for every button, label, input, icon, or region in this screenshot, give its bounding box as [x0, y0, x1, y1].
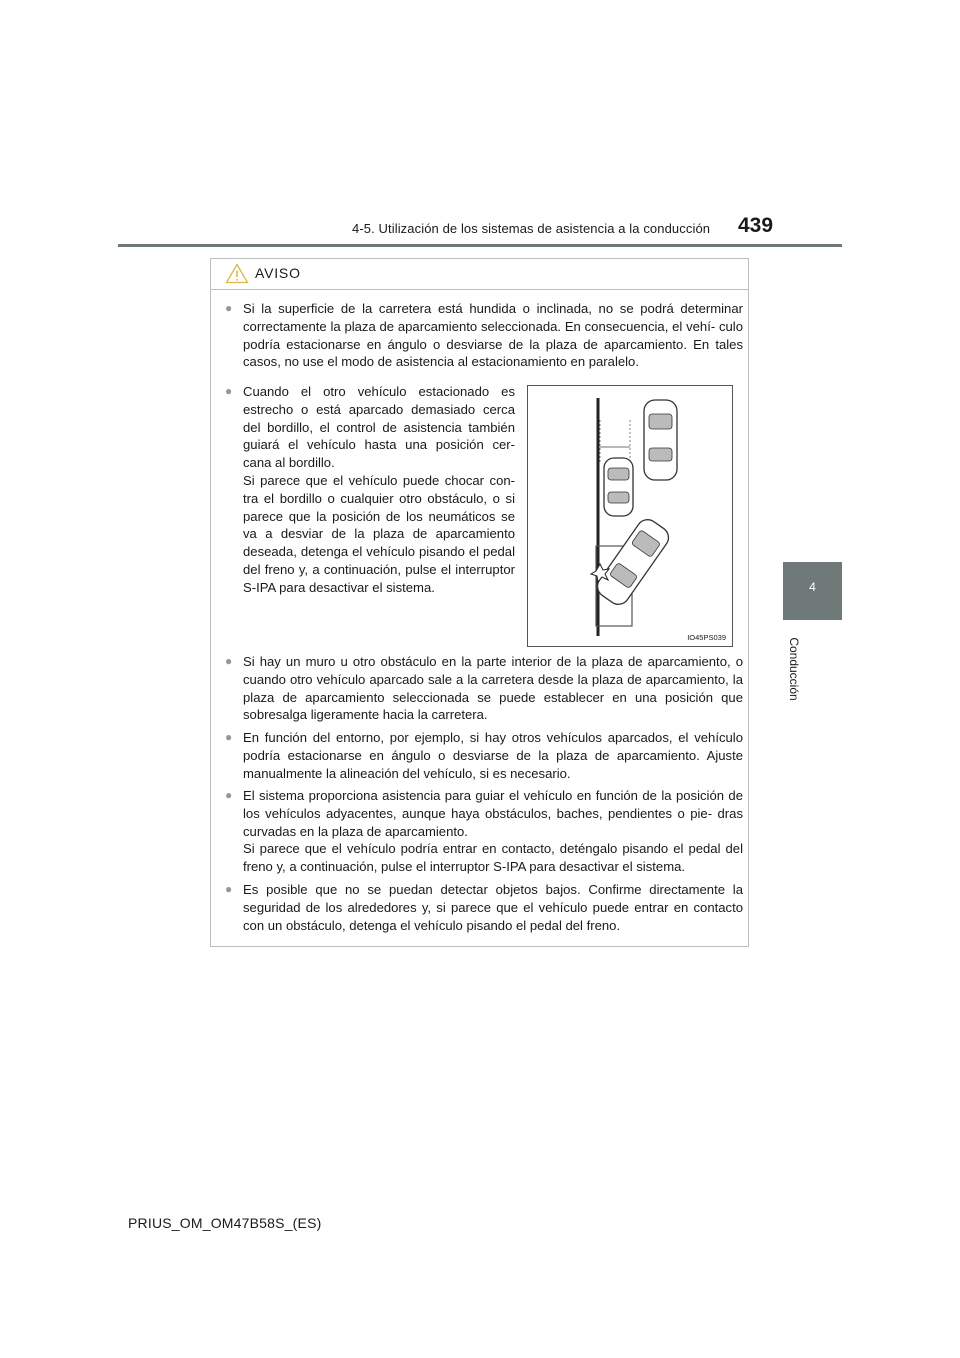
- header-divider: [118, 244, 842, 247]
- bullet-icon: ●: [225, 730, 233, 744]
- figure-code: IO45PS039: [687, 633, 726, 642]
- bullet-icon: ●: [225, 788, 233, 802]
- bullet-icon: ●: [225, 384, 233, 398]
- parking-diagram: [527, 385, 733, 647]
- chapter-side-label: [786, 632, 802, 712]
- parking-illustration: [528, 386, 732, 646]
- page-number: 439: [738, 214, 774, 237]
- notice-item: ● El sistema proporciona asistencia para guiar el vehículo en función de la posición de los vehículos adyacentes, aunque haya obstáculos, baches, pendientes o pie- dras curvadas en la plaza de aparcamiento. Si parece que el vehículo podría entrar en contacto, deténgalo pisando el pedal del freno y, a continuación, pulse el interruptor S-IPA para desactivar el sistema.: [225, 788, 743, 875]
- notice-item: ● Si hay un muro u otro obstáculo en la parte interior de la plaza de aparcamiento, o cuando otro vehículo aparcado sale a la carretera desde la plaza de aparcamiento, la plaza de aparcamiento seleccionada se puede establecer en una posición que sobresalga ligeramente hacia la carretera.: [225, 654, 743, 723]
- notice-item: ● Cuando el otro vehículo estacionado es estrecho o está aparcado demasiado cerca del bordillo, el control de asistencia también guiará el vehículo hasta una posición cer- cana al bordillo. Si parece que el vehículo puede chocar con- tra el bordillo o cualquier otro obstáculo, o si parece que la posición de los neumáticos se va a desviar de la plaza de aparcamiento deseada, detenga el vehículo pisando el pedal del freno y, a continuación, pulse el interruptor S-IPA para desactivar el sistema.: [225, 384, 515, 595]
- warning-notice-box: [210, 258, 749, 947]
- bullet-icon: ●: [225, 301, 233, 315]
- chapter-tab: [783, 562, 842, 620]
- parking-car: [593, 515, 672, 608]
- notice-item: ● En función del entorno, por ejemplo, si hay otros vehículos aparcados, el vehículo podría estacionarse en ángulo o desviarse de la plaza de aparcamiento. Ajuste manualmente la alineación del vehículo, si es necesario.: [225, 730, 743, 781]
- notice-title: AVISO: [255, 265, 301, 281]
- parked-car-front: [644, 400, 677, 480]
- footer-document-code: PRIUS_OM_OM47B58S_(ES): [128, 1215, 322, 1231]
- notice-item: ● Es posible que no se puedan detectar objetos bajos. Confirme directamente la seguridad de los alrededores y, si parece que el vehículo puede entrar en contacto con un obstáculo, detenga el vehículo pisando el pedal del freno.: [225, 882, 743, 933]
- chapter-label: Conducción: [787, 637, 801, 701]
- warning-triangle-icon: [225, 263, 249, 284]
- notice-header: [211, 259, 748, 290]
- notice-item: ● Si la superficie de la carretera está hundida o inclinada, no se podrá determinar correctamente la plaza de aparcamiento seleccionada. En consecuencia, el vehí- culo podría estacionarse en ángulo o desviarse de la plaza de aparcamiento. En tales casos, no use el modo de asistencia al estacionamiento en paralelo.: [225, 301, 743, 370]
- parked-car-rear: [604, 458, 633, 516]
- bullet-icon: ●: [225, 654, 233, 668]
- header-section-title: 4-5. Utilización de los sistemas de asistencia a la conducción: [352, 221, 711, 236]
- bullet-icon: ●: [225, 882, 233, 896]
- chapter-number: 4: [809, 580, 816, 594]
